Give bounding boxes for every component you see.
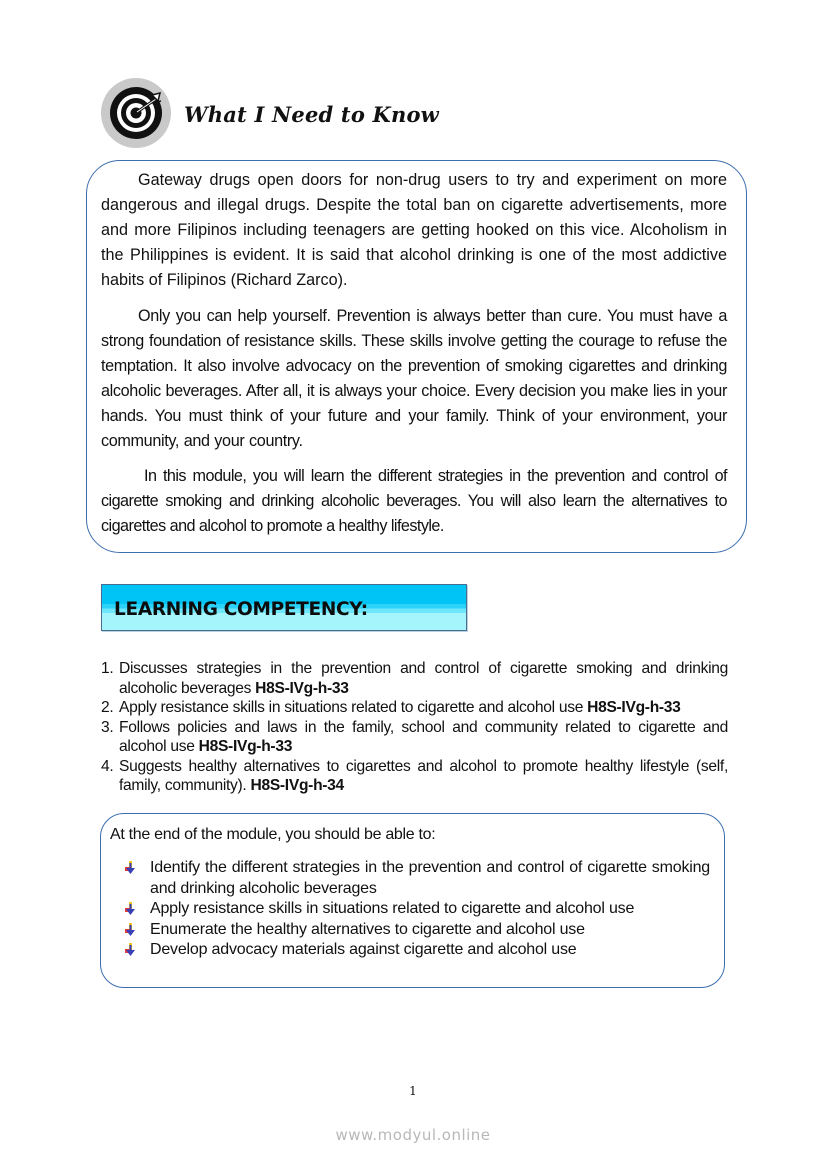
intro-paragraph [101,304,727,454]
competency-description: Discusses strategies in the prevention and control of cigarette smoking and drinking alcoholic beverages [119,660,728,697]
objective-text: Enumerate the healthy alternatives to cigarette and alcohol use [150,920,585,938]
competency-number: 3. [101,718,114,736]
arrow-down-bullet-icon [124,899,150,919]
competency-number: 1. [101,660,114,677]
objective-text: Identify the different strategies in the prevention and control of cigarette smoking and drinking alcoholic beverages [150,859,710,897]
competency-text [119,698,728,718]
arrow-down-bullet-icon [124,920,150,940]
competency-code: H8S-IVg-h-33 [587,699,681,716]
competency-item [101,718,728,757]
target-bullseye-icon [100,77,172,149]
competency-text [119,659,728,698]
intro-paragraph-text: Only you can help yourself. Prevention is always better than cure. You must have a strong foundation of resistance skills. These skills involve getting the courage to refuse the temptation. It also involve advocacy on the prevention of smoking cigarettes and drinking alcoholic beverages. After all, it is always your choice. Every decision you make lies in your hands. You must think of your future and your family. Think of your environment, your community, and your country. [101,307,727,450]
page-number: 1 [409,1084,417,1098]
competency-number: 2. [101,699,114,716]
competency-text [119,718,728,757]
competency-code: H8S-IVg-h-33 [255,679,349,697]
objective-text: Apply resistance skills in situations related to cigarette and alcohol use [150,900,635,917]
objective-item [124,940,710,961]
learning-competency-title: LEARNING COMPETENCY: [114,598,368,620]
objective-text: Develop advocacy materials against cigarette and alcohol use [150,941,577,958]
intro-paragraph-text: Gateway drugs open doors for non-drug users to try and experiment on more dangerous and illegal drugs. Despite the total ban on cigarette advertisements, more and more Filipinos including teenagers are getting hooked on this vice. Alcoholism in the Philippines is evident. It is said that alcohol drinking is one of the most addictive habits of Filipinos (Richard Zarco). [101,171,727,289]
competency-number: 4. [101,757,114,775]
competency-text [119,757,728,796]
competency-list [101,659,728,796]
intro-paragraph [101,464,727,539]
watermark: www.modyul.online [335,1126,491,1144]
objectives-intro: At the end of the module, you should be able to: [110,826,436,843]
objective-item [124,899,710,920]
competency-description: Suggests healthy alternatives to cigarettes and alcohol to promote healthy lifestyle (self, family, community). [119,757,728,794]
learning-competency-banner [101,584,467,631]
competency-code: H8S-IVg-h-34 [250,777,344,794]
arrow-down-bullet-icon [124,858,150,878]
competency-description: Apply resistance skills in situations related to cigarette and alcohol use [119,699,588,716]
objectives-list [124,858,710,961]
competency-description: Follows policies and laws in the family, school and community related to cigarette and alcohol use [119,718,728,755]
objective-item [124,920,710,941]
section-title: What I Need to Know [184,101,439,127]
competency-code: H8S-IVg-h-33 [198,738,293,755]
competency-item [101,757,728,796]
intro-paragraph [101,168,727,293]
intro-paragraph-text: In this module, you will learn the different strategies in the prevention and control of cigarette smoking and drinking alcoholic beverages. You will also learn the alternatives to cigarettes and alcohol to promote a healthy lifestyle. [101,467,727,535]
competency-item [101,698,728,718]
arrow-down-bullet-icon [124,940,150,960]
competency-item [101,659,728,698]
section-header [100,76,439,150]
objective-item [124,858,710,899]
